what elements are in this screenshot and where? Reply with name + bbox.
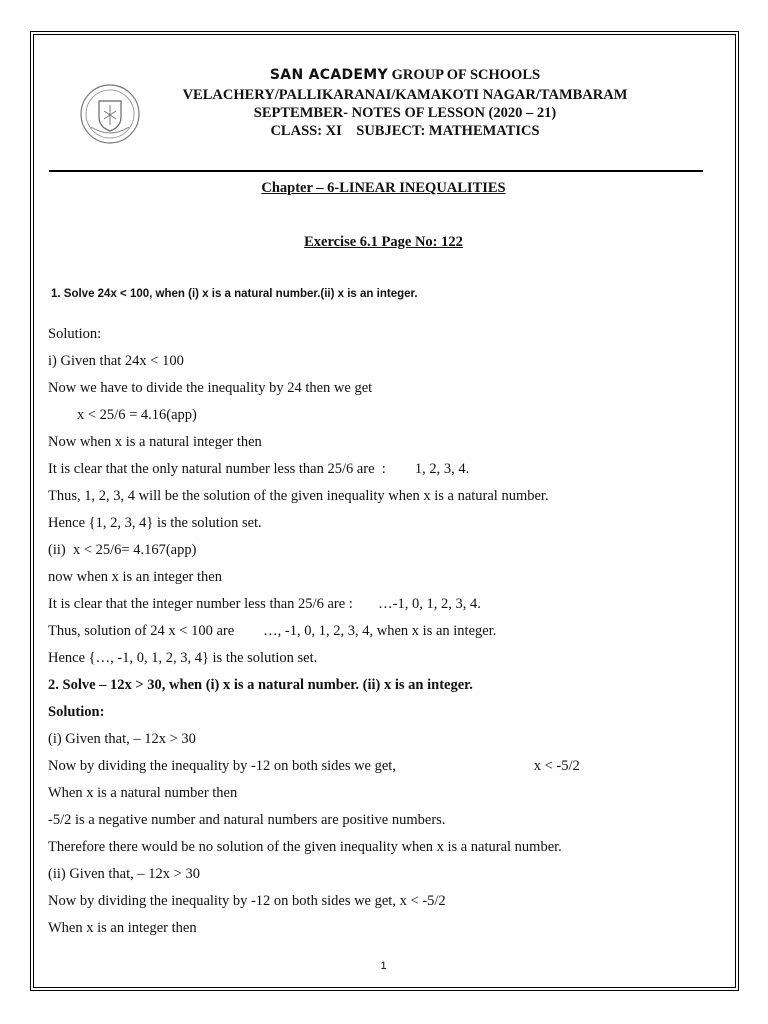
text-line: It is clear that the only natural number less than 25/6 are : 1, 2, 3, 4. [48,461,470,477]
text-line: i) Given that 24x < 100 [48,353,184,369]
page-number: 1 [380,960,387,972]
header-divider [49,170,703,172]
text-line: Now we have to divide the inequality by 24 then we get [48,380,373,396]
text-line: When x is an integer then [48,920,197,936]
class-subject-line: CLASS: XI SUBJECT: MATHEMATICS [270,123,540,139]
text-line: Hence {1, 2, 3, 4} is the solution set. [48,515,262,531]
brand-name: SAN ACADEMY [269,67,388,83]
text-line: x < 25/6 = 4.16(app) [48,407,197,423]
text-line: When x is a natural number then [48,785,238,801]
text-line: It is clear that the integer number less than 25/6 are : …-1, 0, 1, 2, 3, 4. [48,596,481,612]
question-1: 1. Solve 24x < 100, when (i) x is a natural number.(ii) x is an integer. [51,288,418,300]
text-line: Thus, solution of 24 x < 100 are …, -1, 0, 1, 2, 3, 4, when x is an integer. [48,623,497,639]
exercise-title: Exercise 6.1 Page No: 122 [304,234,463,250]
text-line: (i) Given that, – 12x > 30 [48,731,196,747]
text-line: Therefore there would be no solution of the given inequality when x is a natural number. [48,839,562,855]
text-line: now when x is an integer then [48,569,222,585]
brand-suffix: GROUP OF SCHOOLS [387,67,541,83]
chapter-title: Chapter – 6-LINEAR INEQUALITIES [261,180,506,196]
text-line: Solution: [48,326,102,342]
text-line: (ii) Given that, – 12x > 30 [48,866,200,882]
text-line: (ii) x < 25/6= 4.167(app) [48,542,197,558]
text-line: Now by dividing the inequality by -12 on both sides we get, x < -5/2 [48,893,446,909]
text-line: Hence {…, -1, 0, 1, 2, 3, 4} is the solution set. [48,650,318,666]
notes-line: SEPTEMBER- NOTES OF LESSON (2020 – 21) [253,105,557,121]
text-line: Solution: [48,704,105,720]
text-line: Now when x is a natural integer then [48,434,262,450]
question-2: 2. Solve – 12x > 30, when (i) x is a natural number. (ii) x is an integer. [48,677,473,693]
text-line: Now by dividing the inequality by -12 on both sides we get, x < -5/2 [48,758,580,774]
text-line: -5/2 is a negative number and natural numbers are positive numbers. [48,812,446,828]
school-name [140,66,670,84]
branches-line: VELACHERY/PALLIKARANAI/KAMAKOTI NAGAR/TAMBARAM [182,87,628,103]
text-line: Thus, 1, 2, 3, 4 will be the solution of the given inequality when x is a natural number. [48,488,549,504]
school-emblem-icon [79,83,141,145]
